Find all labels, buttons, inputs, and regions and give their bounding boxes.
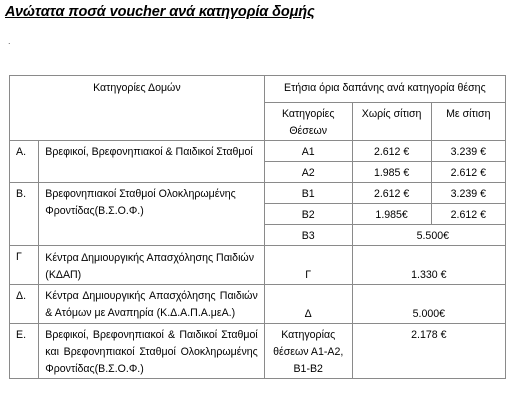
position-cell: Β2 [264,204,352,225]
row-code: Α. [10,141,39,183]
position-cell: Δ [264,285,352,324]
no-meals-cell: 1.985 € [352,162,431,183]
document-title: Ανώτατα ποσά voucher ανά κατηγορία δομής [5,4,315,20]
header-meals: Με σίτιση [431,103,505,141]
single-amount-cell: 2.178 € [352,324,505,379]
meals-cell: 3.239 € [431,183,505,204]
row-description: Βρεφικοί, Βρεφονηπιακοί & Παιδικοί Σταθμοί και Βρεφονηπιακοί Σταθμοί Ολοκληρωμένης Φροντίδας(Β.Σ.Ο.Φ.) [39,324,264,379]
position-cell: Γ [264,246,352,285]
meals-cell: 2.612 € [431,204,505,225]
single-amount-cell: 5.000€ [352,285,505,324]
meals-cell: 2.612 € [431,162,505,183]
position-cell: Α1 [264,141,352,162]
row-description: Κέντρα Δημιουργικής Απασχόλησης Παιδιών & Ατόμων με Αναπηρία (Κ.Δ.Α.Π.Α.μεΑ.) [39,285,264,324]
position-cell: Β3 [264,225,352,246]
position-cell: Α2 [264,162,352,183]
voucher-table [9,75,506,379]
row-code: Ε. [10,324,39,379]
row-description: Βρεφονηπιακοί Σταθμοί Ολοκληρωμένης Φροντίδας(Β.Σ.Ο.Φ.) [39,183,264,246]
meals-cell: 3.239 € [431,141,505,162]
row-description: Βρεφικοί, Βρεφονηπιακοί & Παιδικοί Σταθμοί [39,141,264,183]
row-code: Δ. [10,285,39,324]
header-no-meals: Χωρίς σίτιση [352,103,431,141]
single-amount-cell: 1.330 € [352,246,505,285]
no-meals-cell: 2.612 € [352,183,431,204]
no-meals-cell: 1.985€ [352,204,431,225]
header-positions: Κατηγορίες Θέσεων [264,103,352,141]
stray-dot: . [8,36,11,46]
row-description: Κέντρα Δημιουργικής Απασχόλησης Παιδιών (ΚΔΑΠ) [39,246,264,285]
position-cell: Κατηγορίας θέσεων Α1-Α2, Β1-Β2 [264,324,352,379]
no-meals-cell: 2.612 € [352,141,431,162]
row-code: Β. [10,183,39,246]
header-structures: Κατηγορίες Δομών [10,76,265,141]
header-limits: Ετήσια όρια δαπάνης ανά κατηγορία θέσης [264,76,505,103]
single-amount-cell: 5.500€ [352,225,505,246]
row-code: Γ [10,246,39,285]
position-cell: Β1 [264,183,352,204]
